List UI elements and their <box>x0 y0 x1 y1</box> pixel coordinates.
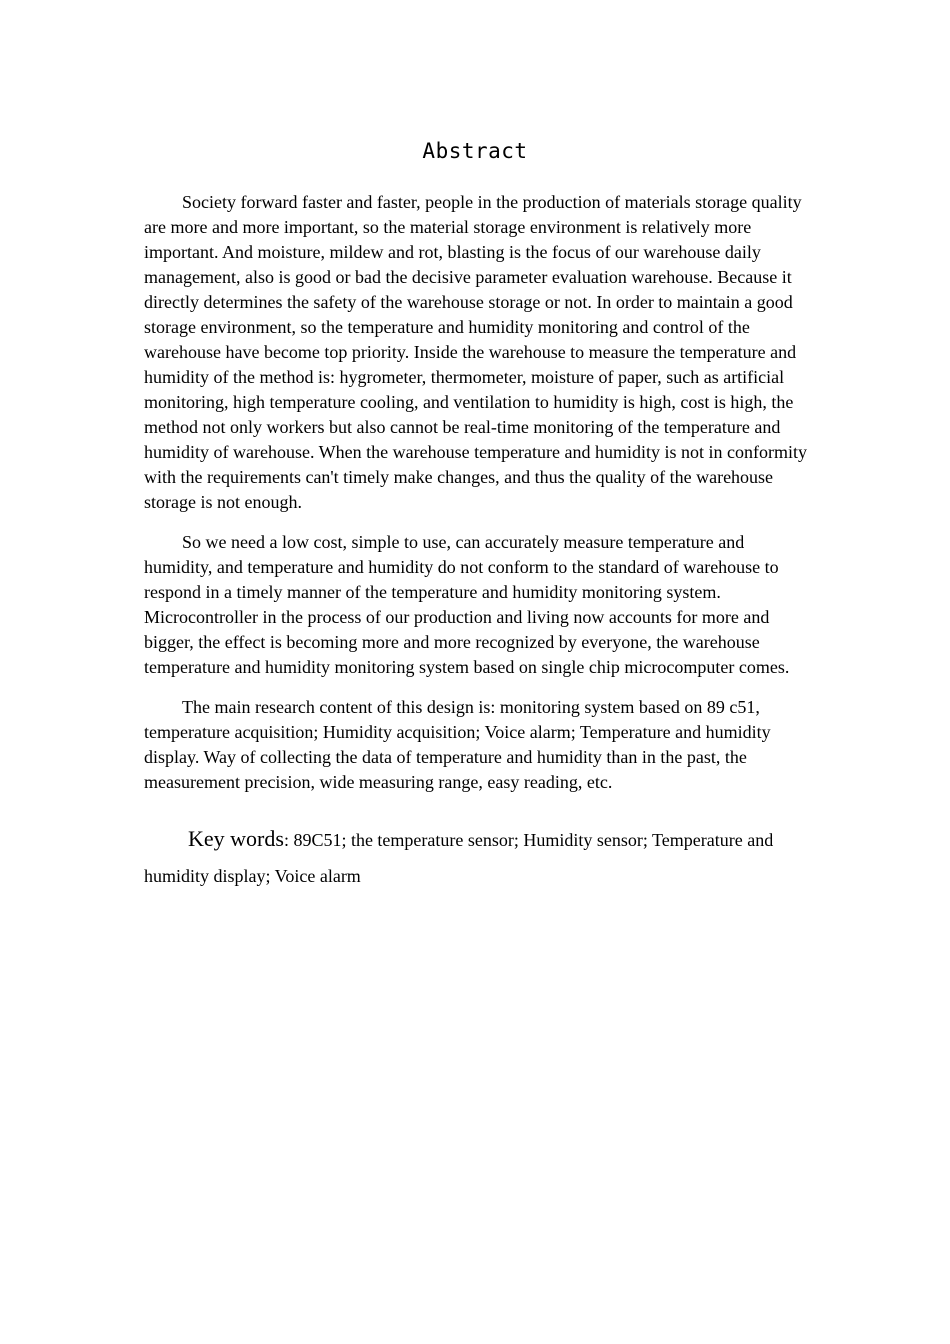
keywords-text: : 89C51; the temperature sensor; Humidity sensor; Temperature and humidity display; Voice alarm <box>144 830 774 886</box>
abstract-body <box>144 190 812 894</box>
abstract-title: Abstract <box>422 139 528 163</box>
paragraph-1: Society forward faster and faster, people in the production of materials storage quality are more and more important, so the material storage environment is relatively more important. And moisture, mildew and rot, blasting is the focus of our warehouse daily management, also is good or bad the decisive parameter evaluation warehouse. Because it directly determines the safety of the warehouse storage or not. In order to maintain a good storage environment, so the temperature and humidity monitoring and control of the warehouse have become top priority. Inside the warehouse to measure the temperature and humidity of the method is: hygrometer, thermometer, moisture of paper, such as artificial monitoring, high temperature cooling, and ventilation to humidity is high, cost is high, the method not only workers but also cannot be real-time monitoring of the temperature and humidity of warehouse. When the warehouse temperature and humidity is not in conformity with the requirements can't timely make changes, and thus the quality of the warehouse storage is not enough. <box>144 192 808 512</box>
keywords-line <box>144 821 812 894</box>
paragraph-3: The main research content of this design is: monitoring system based on 89 c51, temperature acquisition; Humidity acquisition; Voice alarm; Temperature and humidity display. Way of collecting the data of temperature and humidity than in the past, the measurement precision, wide measuring range, easy reading, etc. <box>144 697 771 792</box>
keywords-label: Key words <box>188 826 284 851</box>
paragraph-2: So we need a low cost, simple to use, can accurately measure temperature and humidity, and temperature and humidity do not conform to the standard of warehouse to respond in a timely manner of the temperature and humidity monitoring system. Microcontroller in the process of our production and living now accounts for more and bigger, the effect is becoming more and more recognized by everyone, the warehouse temperature and humidity monitoring system based on single chip microcomputer comes. <box>144 532 790 677</box>
